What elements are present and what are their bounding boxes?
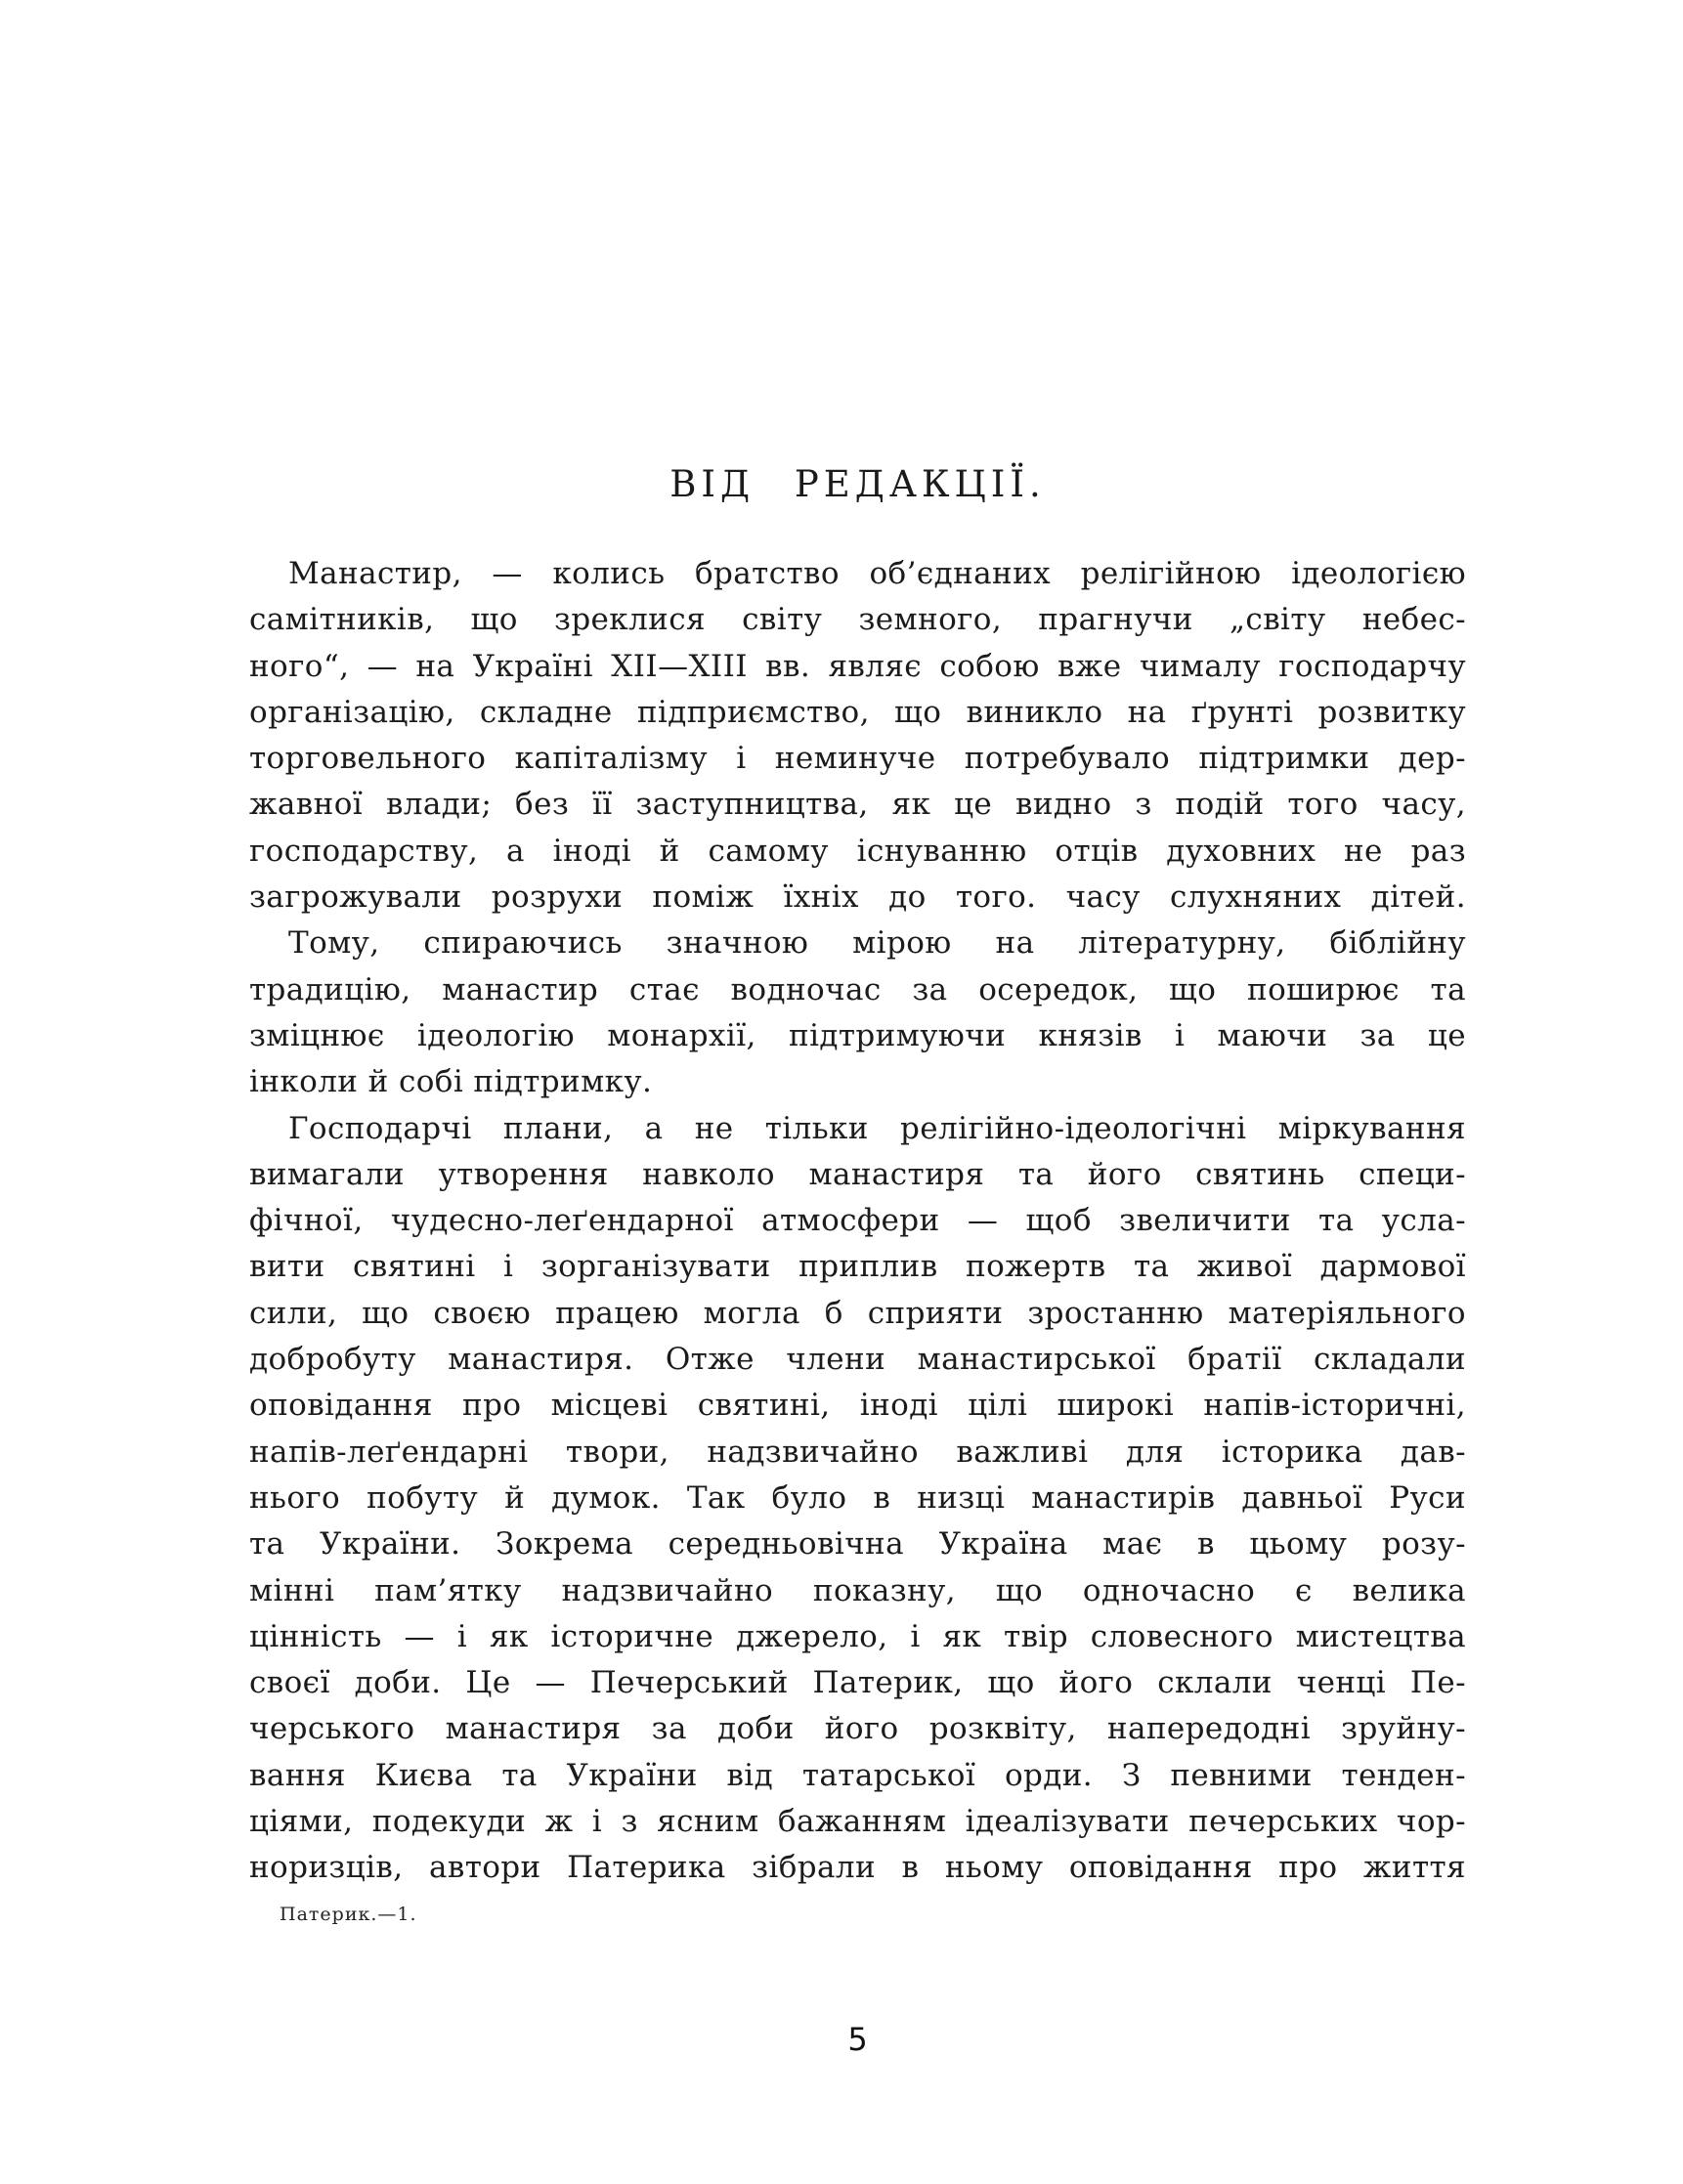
paragraph-line: ного“, — на Україні XII—XIII вв. являє собою вже чималу господарчу (249, 648, 1466, 684)
paragraph-line: Тому, спираючись значною мірою на літературну, біблійну (288, 925, 1466, 962)
paragraph-line: вання Києва та України від татарської орди. З певними тенден- (249, 1757, 1466, 1793)
paragraph-line: напів-леґендарні твори, надзвичайно важливі для історика дав- (249, 1434, 1466, 1470)
paragraph-line: черського манастиря за доби його розквіту, напередодні зруйну- (249, 1711, 1466, 1747)
paragraph-line: організацію, складне підприємство, що виникло на ґрунті розвитку (249, 694, 1466, 730)
paragraph-line: та України. Зокрема середньовічна Україна має в цьому розу- (249, 1526, 1466, 1563)
signature-mark: Патерик.—1. (280, 1904, 417, 1925)
paragraph-line: норизців, автори Патерика зібрали в ньому оповідання про життя (249, 1850, 1466, 1886)
paragraph-line: вимагали утворення навколо манастиря та його святинь специ- (249, 1156, 1466, 1192)
paragraph-line: мінні пам’ятку надзвичайно показну, що одночасно є велика (249, 1572, 1466, 1608)
page-title: ВІД РЕДАКЦІЇ. (669, 463, 1046, 505)
paragraph-line: оповідання про місцеві святині, іноді цілі широкі напів-історичні, (249, 1388, 1466, 1424)
paragraph-line: вити святині і зорганізувати приплив пожертв та живої дармової (249, 1249, 1466, 1285)
paragraph-line: загрожували розрухи поміж їхніх до того. часу слухняних дітей. (249, 879, 1466, 916)
paragraph-line: Манастир, — колись братство об’єднаних релігійною ідеологією (288, 556, 1466, 591)
paragraph-line: цінність — і як історичне джерело, і як твір словесного мистецтва (249, 1618, 1466, 1654)
page-number: 5 (847, 2021, 868, 2058)
paragraph-line: Господарчі плани, а не тільки релігійно-ідеологічні міркування (288, 1110, 1466, 1146)
paragraph-line: нього побуту й думок. Так було в низці манастирів давньої Руси (249, 1479, 1466, 1516)
paragraph-line: зміцнює ідеологію монархії, підтримуючи князів і маючи за це (249, 1017, 1466, 1053)
paragraph-line: жавної влади; без її заступництва, як це видно з подій того часу, (249, 787, 1466, 823)
paragraph-line: сили, що своєю працею могла б сприяти зростанню матеріяльного (249, 1295, 1466, 1331)
paragraph-line: фічної, чудесно-леґендарної атмосфери — щоб звеличити та усла- (249, 1203, 1466, 1239)
paragraph-line: своєї доби. Це — Печерський Патерик, що його склали ченці Пе- (249, 1665, 1466, 1701)
paragraph-line: ціями, подекуди ж і з ясним бажанням ідеалізувати печерських чор- (249, 1804, 1466, 1840)
paragraph-line: торговельного капіталізму і неминуче потребувало підтримки дер- (249, 741, 1466, 777)
paragraph-line: господарству, а іноді й самому існуванню отців духовних не раз (249, 833, 1466, 869)
body-text (249, 551, 1466, 1892)
paragraph-line: традицію, манастир стає водночас за осередок, що поширює та (249, 971, 1466, 1007)
paragraph-line: самітників, що зреклися світу земного, прагнучи „світу небес- (249, 602, 1466, 638)
paragraph-line: інколи й собі підтримку. (249, 1064, 653, 1100)
paragraph-line: добробуту манастиря. Отже члени манастирської братії складали (249, 1342, 1466, 1378)
